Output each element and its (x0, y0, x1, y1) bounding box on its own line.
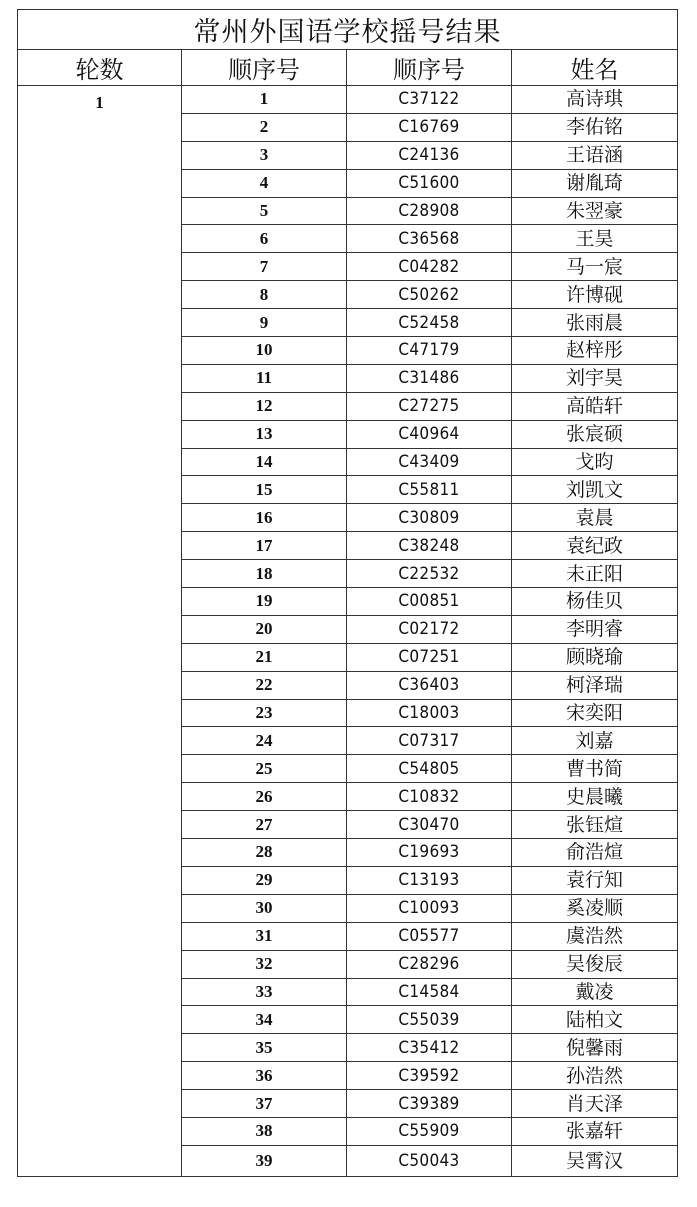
round-cell: 1 (18, 86, 182, 1177)
order-number-cell: 15 (182, 476, 347, 504)
code-cell: C10093 (347, 894, 512, 922)
order-number-cell: 33 (182, 978, 347, 1006)
order-number-cell: 11 (182, 364, 347, 392)
name-cell: 刘嘉 (512, 727, 678, 755)
code-cell: C28908 (347, 197, 512, 225)
name-cell: 顾晓瑜 (512, 643, 678, 671)
code-cell: C13193 (347, 866, 512, 894)
code-cell: C54805 (347, 755, 512, 783)
name-cell: 张宸硕 (512, 420, 678, 448)
lottery-result-table (17, 9, 678, 1177)
order-number-cell: 37 (182, 1090, 347, 1118)
order-number-cell: 4 (182, 169, 347, 197)
name-cell: 赵梓彤 (512, 337, 678, 365)
order-number-cell: 21 (182, 643, 347, 671)
code-cell: C39592 (347, 1062, 512, 1090)
code-cell: C24136 (347, 141, 512, 169)
order-number-cell: 38 (182, 1117, 347, 1145)
name-cell: 史晨曦 (512, 783, 678, 811)
order-number-cell: 34 (182, 1006, 347, 1034)
name-cell: 张嘉轩 (512, 1117, 678, 1145)
order-number-cell: 27 (182, 811, 347, 839)
code-cell: C37122 (347, 86, 512, 114)
name-cell: 刘凯文 (512, 476, 678, 504)
code-cell: C07251 (347, 643, 512, 671)
header-name: 姓名 (512, 50, 678, 86)
name-cell: 未正阳 (512, 560, 678, 588)
order-number-cell: 9 (182, 309, 347, 337)
code-cell: C39389 (347, 1090, 512, 1118)
name-cell: 肖天泽 (512, 1090, 678, 1118)
order-number-cell: 3 (182, 141, 347, 169)
order-number-cell: 24 (182, 727, 347, 755)
code-cell: C00851 (347, 588, 512, 616)
order-number-cell: 19 (182, 588, 347, 616)
name-cell: 马一宸 (512, 253, 678, 281)
name-cell: 张雨晨 (512, 309, 678, 337)
code-cell: C51600 (347, 169, 512, 197)
name-cell: 虞浩然 (512, 922, 678, 950)
name-cell: 杨佳贝 (512, 588, 678, 616)
code-cell: C30470 (347, 811, 512, 839)
name-cell: 宋奕阳 (512, 699, 678, 727)
order-number-cell: 36 (182, 1062, 347, 1090)
header-order: 顺序号 (182, 50, 347, 86)
name-cell: 许博砚 (512, 281, 678, 309)
code-cell: C16769 (347, 113, 512, 141)
code-cell: C14584 (347, 978, 512, 1006)
name-cell: 谢胤琦 (512, 169, 678, 197)
name-cell: 奚凌顺 (512, 894, 678, 922)
order-number-cell: 23 (182, 699, 347, 727)
order-number-cell: 35 (182, 1034, 347, 1062)
code-cell: C28296 (347, 950, 512, 978)
code-cell: C40964 (347, 420, 512, 448)
name-cell: 刘宇昊 (512, 364, 678, 392)
order-number-cell: 2 (182, 113, 347, 141)
code-cell: C10832 (347, 783, 512, 811)
order-number-cell: 22 (182, 671, 347, 699)
name-cell: 王昊 (512, 225, 678, 253)
lottery-result-sheet (17, 9, 677, 1177)
name-cell: 王语涵 (512, 141, 678, 169)
order-number-cell: 29 (182, 866, 347, 894)
code-cell: C38248 (347, 532, 512, 560)
name-cell: 张钰煊 (512, 811, 678, 839)
name-cell: 吴俊辰 (512, 950, 678, 978)
code-cell: C47179 (347, 337, 512, 365)
name-cell: 戈昀 (512, 448, 678, 476)
order-number-cell: 18 (182, 560, 347, 588)
order-number-cell: 28 (182, 839, 347, 867)
table-body (18, 86, 678, 1177)
order-number-cell: 7 (182, 253, 347, 281)
code-cell: C55909 (347, 1117, 512, 1145)
code-cell: C30809 (347, 504, 512, 532)
order-number-cell: 30 (182, 894, 347, 922)
header-code: 顺序号 (347, 50, 512, 86)
code-cell: C19693 (347, 839, 512, 867)
table-row (18, 86, 678, 114)
order-number-cell: 10 (182, 337, 347, 365)
name-cell: 戴凌 (512, 978, 678, 1006)
order-number-cell: 31 (182, 922, 347, 950)
name-cell: 袁行知 (512, 866, 678, 894)
code-cell: C18003 (347, 699, 512, 727)
name-cell: 袁纪政 (512, 532, 678, 560)
code-cell: C35412 (347, 1034, 512, 1062)
code-cell: C04282 (347, 253, 512, 281)
name-cell: 高诗琪 (512, 86, 678, 114)
code-cell: C07317 (347, 727, 512, 755)
code-cell: C52458 (347, 309, 512, 337)
code-cell: C31486 (347, 364, 512, 392)
code-cell: C36568 (347, 225, 512, 253)
name-cell: 曹书简 (512, 755, 678, 783)
name-cell: 朱翌豪 (512, 197, 678, 225)
code-cell: C02172 (347, 615, 512, 643)
name-cell: 孙浩然 (512, 1062, 678, 1090)
order-number-cell: 14 (182, 448, 347, 476)
code-cell: C55039 (347, 1006, 512, 1034)
code-cell: C43409 (347, 448, 512, 476)
code-cell: C50043 (347, 1145, 512, 1176)
order-number-cell: 17 (182, 532, 347, 560)
code-cell: C05577 (347, 922, 512, 950)
name-cell: 陆柏文 (512, 1006, 678, 1034)
code-cell: C22532 (347, 560, 512, 588)
name-cell: 吴霄汉 (512, 1145, 678, 1176)
code-cell: C55811 (347, 476, 512, 504)
page-title: 常州外国语学校摇号结果 (18, 10, 678, 50)
order-number-cell: 26 (182, 783, 347, 811)
header-round: 轮数 (18, 50, 182, 86)
order-number-cell: 6 (182, 225, 347, 253)
name-cell: 柯泽瑞 (512, 671, 678, 699)
code-cell: C50262 (347, 281, 512, 309)
name-cell: 李明睿 (512, 615, 678, 643)
name-cell: 倪馨雨 (512, 1034, 678, 1062)
name-cell: 俞浩煊 (512, 839, 678, 867)
name-cell: 高皓轩 (512, 392, 678, 420)
header-row (18, 50, 678, 86)
code-cell: C27275 (347, 392, 512, 420)
order-number-cell: 1 (182, 86, 347, 114)
order-number-cell: 39 (182, 1145, 347, 1176)
order-number-cell: 8 (182, 281, 347, 309)
name-cell: 李佑铭 (512, 113, 678, 141)
name-cell: 袁晨 (512, 504, 678, 532)
order-number-cell: 32 (182, 950, 347, 978)
code-cell: C36403 (347, 671, 512, 699)
order-number-cell: 20 (182, 615, 347, 643)
order-number-cell: 25 (182, 755, 347, 783)
order-number-cell: 16 (182, 504, 347, 532)
order-number-cell: 12 (182, 392, 347, 420)
order-number-cell: 13 (182, 420, 347, 448)
order-number-cell: 5 (182, 197, 347, 225)
